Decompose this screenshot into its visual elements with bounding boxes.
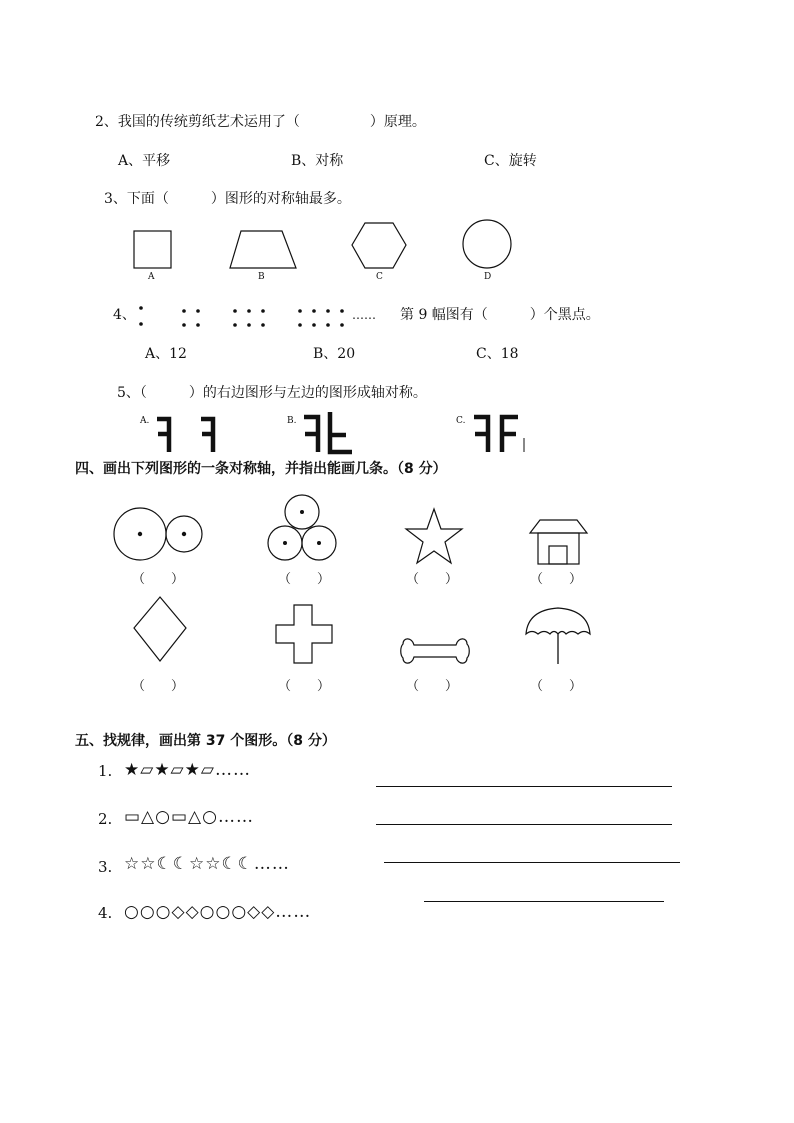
q3-square-shape [130,228,176,272]
answer-line-3[interactable] [384,862,680,863]
q4-option-b: B、20 [313,346,356,362]
section4-title: 四、画出下列图形的一条对称轴，并指出能画几条。（8 分） [75,461,447,477]
q5-option-c-figure [472,410,532,454]
q5-stem: 5、（ ）的右边图形与左边的图形成轴对称。 [117,385,427,401]
pattern-row-3-number: 3. [98,858,113,876]
q3-stem: 3、下面（ ）图形的对称轴最多。 [104,191,351,207]
q2-option-b: B、对称 [291,153,344,169]
pattern-row-3-sequence: ☆☆☾☾☆☆☾☾…… [124,854,290,874]
q5-label-b: B. [287,416,297,426]
q4-option-a: A、12 [145,346,187,362]
q3-label-c: C [376,272,383,282]
house-figure [526,518,592,566]
answer-blank-1[interactable]: （ ） [132,572,185,587]
q4-option-c: C、18 [476,346,519,362]
star-figure [402,506,466,566]
answer-line-2[interactable] [376,824,672,825]
three-circles-figure [264,492,340,568]
two-circles-figure [108,503,210,565]
q5-option-b-figure [302,410,358,454]
q3-label-d: D [484,272,492,282]
q2-option-a: A、平移 [118,153,171,169]
answer-line-4[interactable] [424,901,664,902]
q3-circle-shape [460,218,514,272]
answer-blank-2[interactable]: （ ） [278,572,331,587]
pattern-row-2-sequence: ▭△○▭△○…… [124,807,254,827]
answer-blank-3[interactable]: （ ） [406,572,459,587]
q3-label-a: A [148,272,155,282]
cross-figure [272,603,338,665]
section5-title: 五、找规律，画出第 37 个图形。（8 分） [75,733,336,749]
umbrella-figure [522,604,594,666]
pattern-row-1-number: 1. [98,762,113,780]
q4-ellipsis: …… [352,308,376,322]
pattern-row-2-number: 2. [98,810,113,828]
q4-stem: 第 9 幅图有（ ）个黑点。 [400,307,600,323]
answer-line-1[interactable] [376,786,672,787]
q2-stem: 2、我国的传统剪纸艺术运用了（ ）原理。 [95,114,426,130]
rhombus-figure [130,594,190,664]
q4-dot-pattern [130,302,370,332]
q3-trapezoid-shape [226,228,300,272]
q5-label-a: A. [140,416,150,426]
pattern-row-4-number: 4. [98,904,113,922]
pattern-row-1-sequence: ★▱★▱★▱…… [124,760,251,780]
answer-blank-7[interactable]: （ ） [406,679,459,694]
q5-label-c: C. [456,416,466,426]
answer-blank-4[interactable]: （ ） [530,572,583,587]
bone-figure [400,634,470,668]
q4-prefix: 4、 [113,307,136,323]
q3-hexagon-shape [350,220,408,272]
q3-label-b: B [258,272,265,282]
answer-blank-8[interactable]: （ ） [530,679,583,694]
q2-option-c: C、旋转 [484,153,537,169]
answer-blank-6[interactable]: （ ） [278,679,331,694]
pattern-row-4-sequence: ○○○◇◇○○○◇◇…… [124,902,312,922]
answer-blank-5[interactable]: （ ） [132,679,185,694]
q5-option-a-figure [155,412,225,454]
